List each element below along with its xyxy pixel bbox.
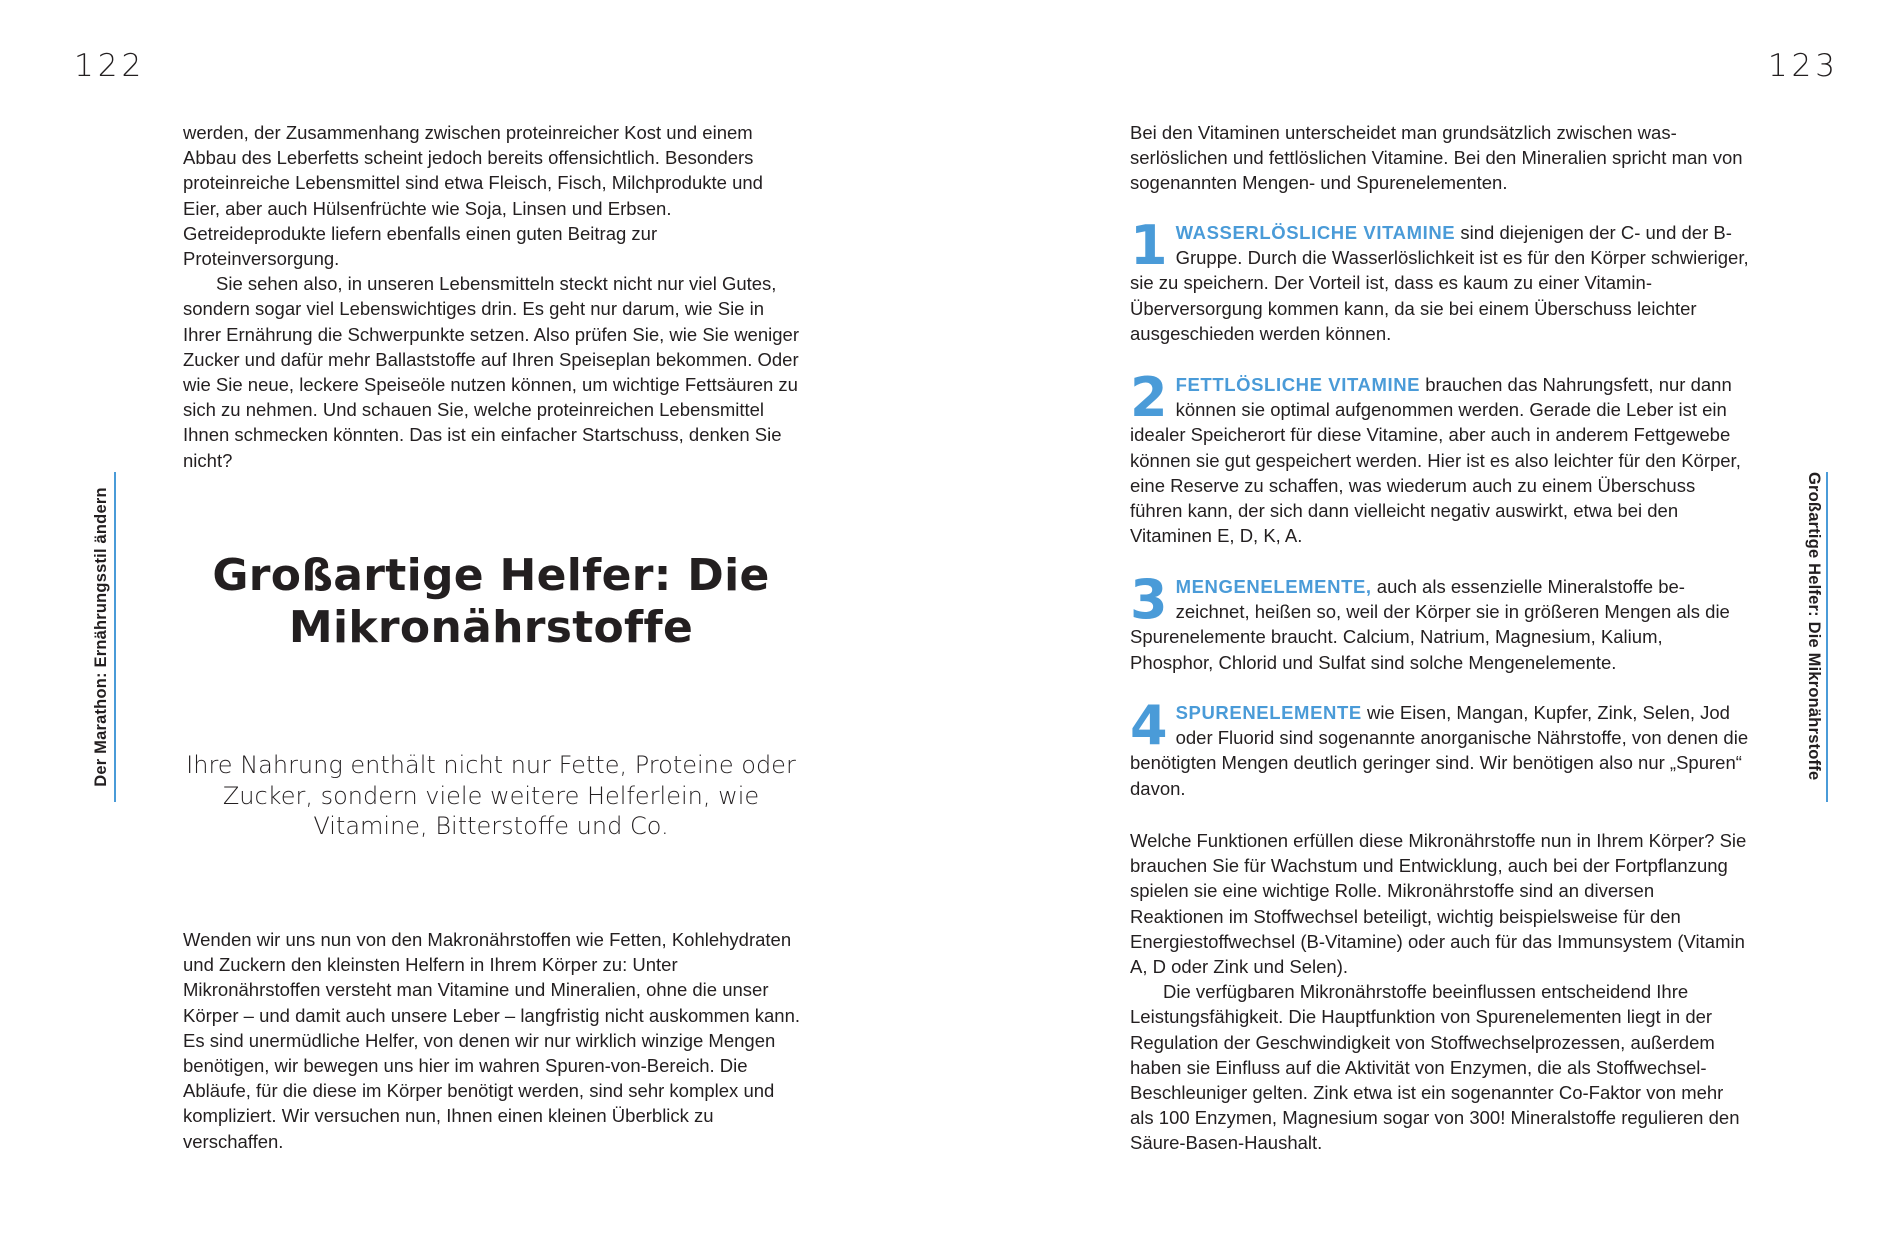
item-keyword: WASSERLÖSLICHE VITAMINE — [1175, 222, 1456, 243]
item-keyword: MENGENELEMENTE, — [1175, 576, 1372, 597]
paragraph: Sie sehen also, in unseren Lebensmitteln steckt nicht nur viel Gutes, sondern sogar viel Lebenswichtiges drin. Es geht nur darum, wie Sie in Ihrer Ernährung die Schwerpunkte setzen. Also prüfen Sie, wie Sie weniger Zucker und dafür mehr Ballaststoffe auf Ihren Speiseplan bekommen. Oder wie Sie neue, leckere Speiseöle nutzen können, um wichtige Fettsäuren zu sich zu nehmen. Und schauen Sie, welche proteinreichen Lebensmittel Ihnen schmecken könnten. Das ist ein einfacher Startschuss, denken Sie nicht? — [183, 273, 799, 471]
page-number-left: 122 — [74, 48, 146, 84]
running-head-left: Der Marathon: Ernährungsstil ändern — [92, 472, 116, 802]
body-text-outro — [1130, 828, 1750, 1156]
paragraph: Wenden wir uns nun von den Makronährstoffen wie Fetten, Kohlehydraten und Zuckern den kleinsten Helfern in Ihrem Körper zu: Unter Mikronährstoffen versteht man Vitamine und Mineralien, ohne die unser Körper – und damit auch unsere Leber – langfristig nicht auskommen kann. Es sind unermüdliche Helfer, von denen wir nur wirklich winzige Mengen benötigen, wir bewegen uns hier im wahren Spuren-von-Bereich. Die Abläufe, für die diese im Körper benötigt werden, sind sehr komplex und kompliziert. Wir versuchen nun, Ihnen einen kleinen Überblick zu verschaffen. — [183, 929, 801, 1152]
running-head-right: Großartige Helfer: Die Mikronährstoffe — [1804, 472, 1828, 802]
body-text-top — [183, 120, 803, 473]
item-text: auch als essenzielle Mineralstoffe bezeichnet, heißen so, weil der Körper sie in größeren Mengen als die Spurenelemente braucht. Calcium, Natrium, Magnesium, Kalium, Phosphor, Chlorid und Sulfat sind solche Mengenelemente. — [1130, 576, 1730, 673]
item-number: 2 — [1130, 366, 1168, 429]
body-text-bottom — [183, 927, 803, 1154]
paragraph: Bei den Vitaminen unterscheidet man grundsätzlich zwischen wasserlöslichen und fettlöslichen Vitamine. Bei den Mineralien spricht man von sogenannten Mengen- und Spurenelementen. — [1130, 122, 1743, 194]
list-item — [1130, 214, 1750, 346]
item-text: sind diejenigen der C- und der B-Gruppe. Durch die Wasserlöslichkeit ist es für den Körper schwieriger, sie zu speichern. Der Vorteil ist, dass es kaum zu einer Vitamin-Überversorgung kommen kann, da sie bei einem Überschuss leichter ausgeschieden werden können. — [1130, 222, 1749, 344]
list-item — [1130, 694, 1750, 801]
paragraph: Welche Funktionen erfüllen diese Mikronährstoffe nun in Ihrem Körper? Sie brauchen Sie für Wachstum und Entwicklung, auch bei der Fortpflanzung spielen sie eine wichtige Rolle. Mikronährstoffe sind an diversen Reaktionen im Stoffwechsel beteiligt, wichtig beispielsweise für den Energiestoffwechsel (B-Vitamine) oder auch für das Immunsystem (Vitamin A, D oder Zink und Selen). — [1130, 830, 1747, 978]
item-keyword: SPURENELEMENTE — [1175, 702, 1362, 723]
item-number: 3 — [1130, 568, 1168, 631]
right-page — [952, 0, 1904, 1252]
paragraph: werden, der Zusammenhang zwischen proteinreicher Kost und einem Abbau des Leberfetts scheint jedoch bereits offensichtlich. Besonders proteinreiche Lebensmittel sind etwa Fleisch, Fisch, Milchprodukte und Eier, aber auch Hülsenfrüchte wie Soja, Linsen und Erbsen. Getreideprodukte liefern ebenfalls einen guten Beitrag zur Proteinversorgung. — [183, 122, 763, 270]
item-keyword: FETTLÖSLICHE VITAMINE — [1175, 374, 1421, 395]
list-item — [1130, 568, 1750, 675]
section-subheading: Ihre Nahrung enthält nicht nur Fette, Proteine oder Zucker, sondern viele weitere Helferlein, wie Vitamine, Bitterstoffe und Co. — [186, 751, 796, 840]
item-number: 4 — [1130, 694, 1168, 757]
page-number-right: 123 — [1767, 48, 1839, 84]
item-text: wie Eisen, Mangan, Kupfer, Zink, Selen, Jod oder Fluorid sind sogenannte anorganische Nährstoffe, von denen die benötigten Mengen deutlich geringer sind. Wir benötigen also nur „Spuren“ davon. — [1130, 702, 1749, 799]
section-heading: Großartige Helfer: Die Mikronährstoffe — [212, 550, 770, 653]
intro-paragraph — [1130, 120, 1750, 196]
list-item — [1130, 366, 1750, 548]
item-text: brauchen das Nahrungsfett, nur dann können sie optimal aufgenommen werden. Gerade die Leber ist ein idealer Speicherort für diese Vitamine, aber auch in anderem Fettgewebe können sie gut gespeichert werden. Hier ist es also leichter für den Körper, eine Reserve zu schaffen, was wiederum auch zu einem Überschuss führen kann, der sich dann vielleicht negativ auswirkt, etwa bei den Vitaminen E, D, K, A. — [1130, 374, 1741, 547]
paragraph: Die verfügbaren Mikronährstoffe beeinflussen entscheidend Ihre Leistungsfähigkeit. Die Hauptfunktion von Spurenelementen liegt in der Regulation der Geschwindigkeit von Stoffwechselprozessen, außerdem haben sie Einfluss auf die Aktivität von Enzymen, die als Stoffwechsel-Beschleuniger gelten. Zink etwa ist ein sogenannter Co-Faktor von mehr als 100 Enzymen, Magnesium sogar von 300! Mineralstoffe regulieren den Säure-Basen-Haushalt. — [1130, 981, 1740, 1154]
item-number: 1 — [1130, 214, 1168, 277]
